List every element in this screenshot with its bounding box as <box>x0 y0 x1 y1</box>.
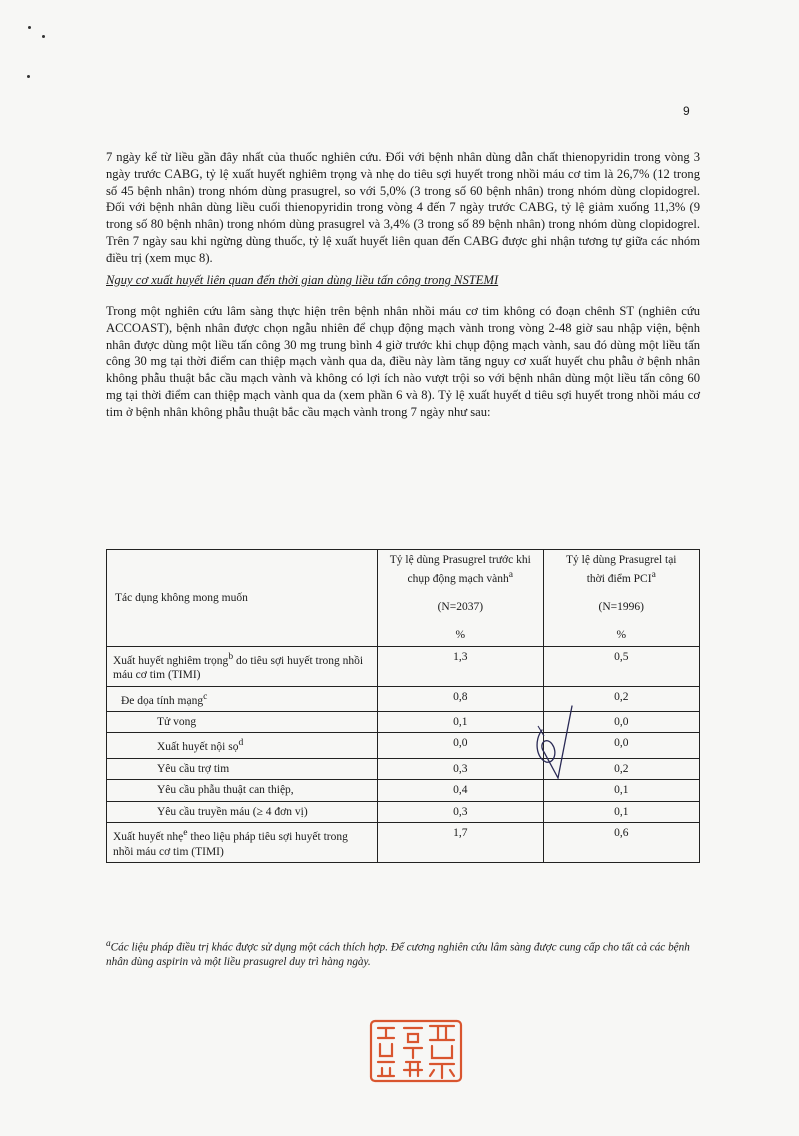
value-pre-angiography: 0,3 <box>378 758 543 780</box>
paragraph-cabg-bleeding: 7 ngày kể từ liều gần đây nhất của thuốc nghiên cứu. Đối với bệnh nhân dùng dẫn chất thienopyridin trong vòng 3 ngày trước CABG, tỷ lệ xuất huyết nghiêm trọng và nhẹ do tiêu sợi huyết trong nhồi máu cơ tim là 26,7% (12 trong số 45 bệnh nhân) trong nhóm dùng prasugrel, so với 5,0% (3 trong số 60 bệnh nhân) trong nhóm dùng clopidogrel. Đối với bệnh nhân dùng liều cuối thienopyridin trong vòng 4 đến 7 ngày trước CABG, tỷ lệ giảm xuống 11,3% (9 trong số 80 bệnh nhân) trong nhóm dùng prasugrel và 3,4% (3 trong số 89 bệnh nhân) trong nhóm dùng clopidogrel. Trên 7 ngày sau khi ngừng dùng thuốc, tỷ lệ xuất huyết liên quan đến CABG được ghi nhận tương tự giữa các nhóm điều trị (xem mục 8). <box>106 150 700 265</box>
value-at-pci: 0,0 <box>543 711 699 733</box>
row-label: Đe dọa tính mạng$^c$ <box>107 686 378 711</box>
value-at-pci: 0,6 <box>543 823 699 863</box>
value-pre-angiography: 0,3 <box>378 801 543 823</box>
table-footnote: $^a$Các liệu pháp điều trị khác được sử dụng một cách thích hợp. Để cương nghiên cứu lâm sàng được cung cấp cho tất cả các bệnh nhân dùng aspirin và một liều prasugrel duy trì hàng ngày. <box>106 939 690 968</box>
value-pre-angiography: 1,7 <box>378 823 543 863</box>
table-row <box>107 823 700 863</box>
value-at-pci: 0,0 <box>543 733 699 758</box>
row-label: Tử vong <box>107 711 378 733</box>
table-row <box>107 686 700 711</box>
value-pre-angiography: 0,1 <box>378 711 543 733</box>
row-label: Yêu cầu phẫu thuật can thiệp, <box>107 780 378 802</box>
bleeding-table <box>106 549 700 863</box>
table-row <box>107 801 700 823</box>
page-number: 9 <box>683 104 690 118</box>
value-at-pci: 0,1 <box>543 780 699 802</box>
handwritten-mark <box>524 700 584 780</box>
value-pre-angiography: 1,3 <box>378 646 543 686</box>
value-at-pci: 0,5 <box>543 646 699 686</box>
header-pre-angiography: Tỷ lệ dùng Prasugrel trước khi chụp động mạch vành$^a$ (N=2037) % <box>378 550 543 647</box>
value-pre-angiography: 0,4 <box>378 780 543 802</box>
table-row <box>107 711 700 733</box>
paragraph-accoast: Trong một nghiên cứu lâm sàng thực hiện trên bệnh nhân nhồi máu cơ tim không có đoạn chênh ST (nghiên cứu ACCOAST), bệnh nhân được chọn ngẫu nhiên để chụp động mạch vành trong vòng 2-48 giờ sau nhập viện, bệnh nhân được dùng một liều tấn công 30 mg trung bình 4 giờ trước khi chụp động mạch vành, sau đó dùng một liều tấn công 30 mg tại thời điểm can thiệp mạch vành qua da, điều này làm tăng nguy cơ xuất huyết chu phẫu ở bệnh nhân không phẫu thuật bắc cầu mạch vành và không có lợi ích nào vượt trội so với bệnh nhân dùng một liều tấn công 60 mg tại thời điểm can thiệp mạch vành qua da (xem phần 6 và 8). Tỷ lệ xuất huyết d tiêu sợi huyết trong nhồi máu cơ tim ở bệnh nhân không phẫu thuật bắc cầu mạch vành trong 7 ngày như sau: <box>106 304 700 419</box>
scan-speck <box>42 35 45 38</box>
row-label: Xuất huyết nghiêm trọng$^b$ do tiêu sợi huyết trong nhồi máu cơ tim (TIMI) <box>107 646 378 686</box>
scan-speck <box>28 26 31 29</box>
scan-speck <box>27 75 30 78</box>
table-row <box>107 780 700 802</box>
value-pre-angiography: 0,0 <box>378 733 543 758</box>
row-label: Yêu cầu truyền máu (≥ 4 đơn vị) <box>107 801 378 823</box>
table-row <box>107 646 700 686</box>
table-row <box>107 758 700 780</box>
row-label: Xuất huyết nội sọ$^d$ <box>107 733 378 758</box>
value-at-pci: 0,2 <box>543 758 699 780</box>
red-seal-stamp <box>368 1018 464 1084</box>
row-label: Yêu cầu trợ tim <box>107 758 378 780</box>
header-adverse-effect: Tác dụng không mong muốn <box>107 550 378 647</box>
header-at-pci: Tỷ lệ dùng Prasugrel tại thời điểm PCI$^a$ (N=1996) % <box>543 550 699 647</box>
table-row <box>107 733 700 758</box>
section-heading: Nguy cơ xuất huyết liên quan đến thời gian dùng liều tấn công trong NSTEMI <box>106 273 499 287</box>
value-pre-angiography: 0,8 <box>378 686 543 711</box>
value-at-pci: 0,2 <box>543 686 699 711</box>
row-label: Xuất huyết nhẹ$^e$ theo liệu pháp tiêu sợi huyết trong nhồi máu cơ tim (TIMI) <box>107 823 378 863</box>
value-at-pci: 0,1 <box>543 801 699 823</box>
table-header-row <box>107 550 700 647</box>
